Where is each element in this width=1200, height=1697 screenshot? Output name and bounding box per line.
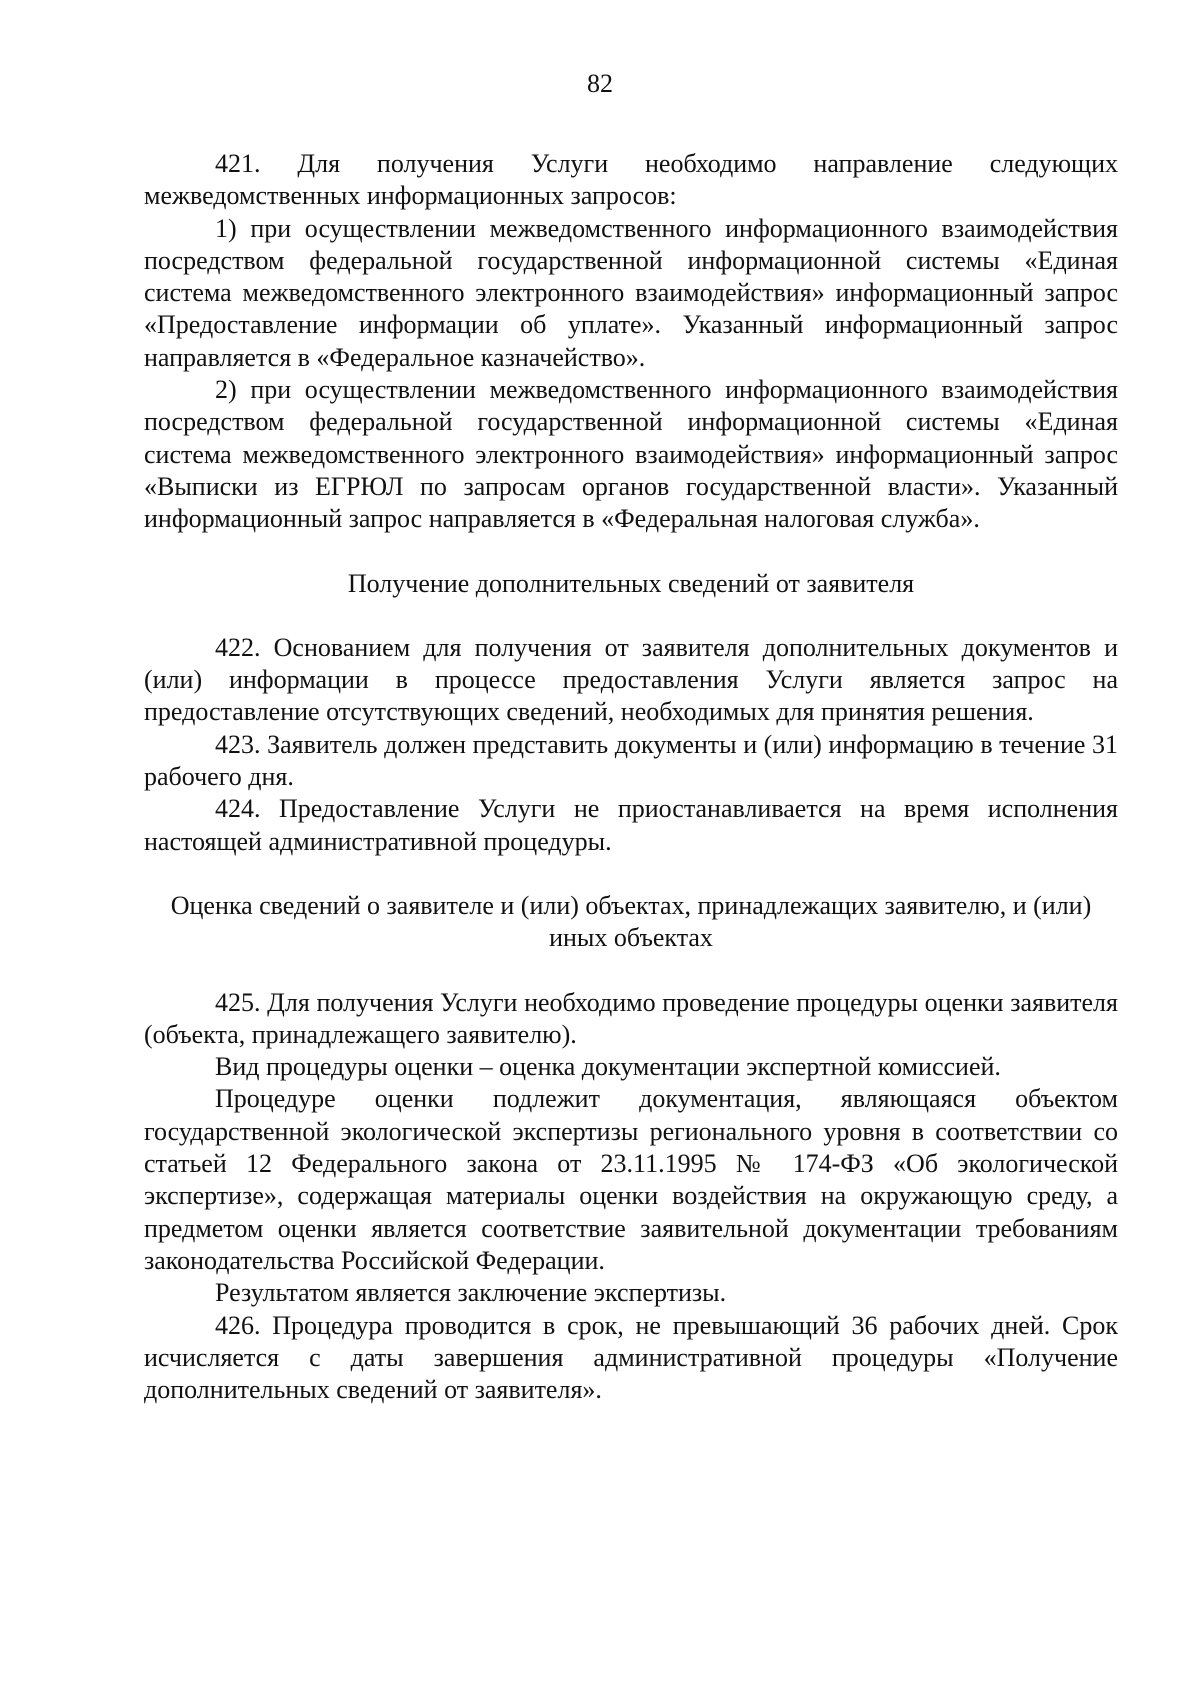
spacer xyxy=(144,858,1118,890)
paragraph-421-item-2: 2) при осуществлении межведомственного информационного взаимодействия посредством федеральной государственной информационной системы «Единая система межведомственного электронного взаимодействия» информационный запрос «Выписки из ЕГРЮЛ по запросам органов государственной власти». Указанный информационный запрос направляется в «Федеральная налоговая служба». xyxy=(144,375,1118,534)
spacer xyxy=(144,955,1118,987)
document-body xyxy=(144,148,1118,1406)
spacer xyxy=(144,536,1118,568)
spacer xyxy=(144,600,1118,632)
paragraph-425: 425. Для получения Услуги необходимо проведение процедуры оценки заявителя (объекта, принадлежащего заявителю). xyxy=(144,987,1118,1049)
paragraph-assessment-subject: Процедуре оценки подлежит документация, являющаяся объектом государственной экологической экспертизы регионального уровня в соответствии со статьей 12 Федерального закона от 23.11.1995 № 174-ФЗ «Об экологической экспертизе», содержащая материалы оценки воздействия на окружающую среду, а предметом оценки является соответствие заявительной документации требованиям законодательства Российской Федерации. xyxy=(144,1084,1118,1275)
paragraph-426: 426. Процедура проводится в срок, не превышающий 36 рабочих дней. Срок исчисляется с даты завершения административной процедуры «Получение дополнительных сведений от заявителя». xyxy=(144,1310,1118,1405)
paragraph-424: 424. Предоставление Услуги не приостанавливается на время исполнения настоящей административной процедуры. xyxy=(144,794,1118,856)
page-number: 82 xyxy=(587,69,613,98)
paragraph-422: 422. Основанием для получения от заявителя дополнительных документов и (или) информации в процессе предоставления Услуги является запрос на предоставление отсутствующих сведений, необходимых для принятия решения. xyxy=(144,632,1118,727)
section-heading-assessment: Оценка сведений о заявителе и (или) объектах, принадлежащих заявителю, и (или) иных объектах xyxy=(170,890,1092,953)
paragraph-423: 423. Заявитель должен представить документы и (или) информацию в течение 31 рабочего дня. xyxy=(144,729,1118,792)
paragraph-assessment-result: Результатом является заключение экспертизы. xyxy=(215,1278,727,1308)
paragraph-assessment-type: Вид процедуры оценки – оценка документации экспертной комиссией. xyxy=(215,1052,1001,1082)
paragraph-421: 421. Для получения Услуги необходимо направление следующих межведомственных информационных запросов: xyxy=(144,149,1118,211)
paragraph-421-item-1: 1) при осуществлении межведомственного информационного взаимодействия посредством федеральной государственной информационной системы «Единая система межведомственного электронного взаимодействия» информационный запрос «Предоставление информации об уплате». Указанный информационный запрос направляется в «Федеральное казначейство». xyxy=(144,213,1118,372)
section-heading-additional-info: Получение дополнительных сведений от заявителя xyxy=(347,568,915,598)
